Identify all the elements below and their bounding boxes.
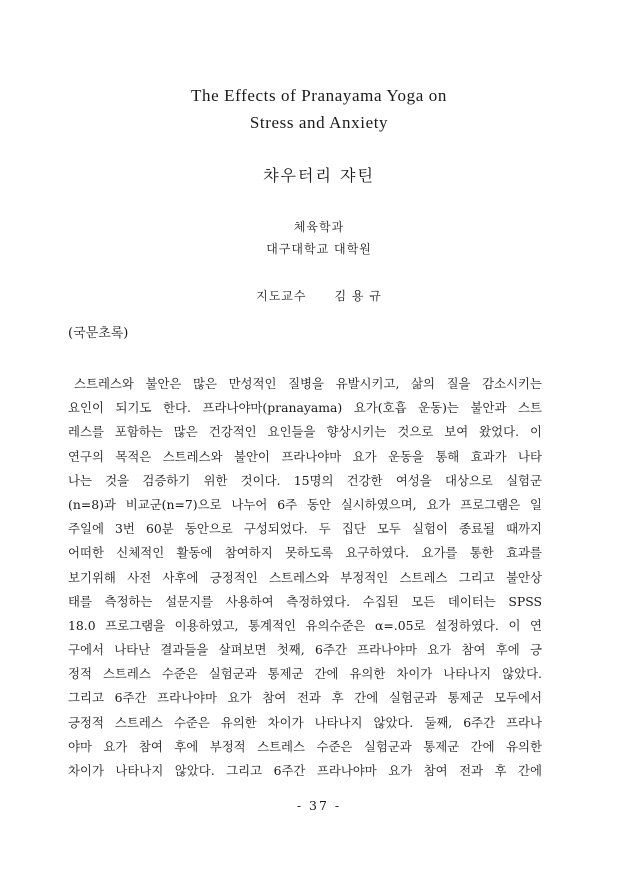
- department: 체육학과: [293, 220, 345, 234]
- advisor-name: 김 용 규: [334, 289, 382, 303]
- advisor-label: 지도교수: [256, 289, 307, 303]
- page-number: - 37 -: [296, 798, 342, 813]
- abstract-line: 보기위해 사전 사후에 긍정적인 스트레스와 부정적인 스트레스 그리고 불안상: [68, 569, 542, 585]
- abstract-line: 구에서 나타난 결과들을 살펴보면 첫째, 6주간 프라나야마 요가 참여 후에 긍: [68, 642, 542, 658]
- advisor-line: [0, 287, 638, 304]
- abstract-line: 태를 측정하는 설문지를 사용하여 측정하였다. 수집된 모든 데이터는 SPSS: [68, 593, 542, 609]
- abstract-line: 차이가 나타나지 않았다. 그리고 6주간 프라나야마 요가 참여 전과 후 간에: [68, 763, 542, 778]
- title-line-1: The Effects of Pranayama Yoga on: [191, 86, 447, 105]
- abstract-line: 어떠한 신체적인 활동에 참여하지 못하도록 요구하였다. 요가를 통한 효과를: [68, 545, 542, 561]
- author-name: 챠우터리 쟈틴: [263, 166, 375, 185]
- abstract-line: 스트레스와 불안은 많은 만성적인 질병을 유발시키고, 삶의 질을 감소시키는: [74, 376, 542, 391]
- abstract-line: 주일에 3번 60분 동안으로 구성되었다. 두 집단 모두 실험이 종료될 때까지: [68, 521, 542, 537]
- university: 대구대학교 대학원: [266, 242, 372, 256]
- abstract-line: 정적 스트레스 수준은 실험군과 통제군 간에 유의한 차이가 나타나지 않았다.: [68, 666, 542, 682]
- abstract-line: 요인이 되기도 한다. 프라나야마(pranayama) 요가(호흡 운동)는 불안과 스트: [68, 400, 542, 416]
- abstract-line: 그리고 6주간 프라나야마 요가 참여 전과 후 간에 실험군과 통제군 모두에서: [68, 690, 542, 706]
- abstract-line: (n=8)과 비교군(n=7)으로 나누어 6주 동안 실시하였으며, 요가 프로그램은 일: [68, 496, 542, 512]
- abstract-line: 레스를 포함하는 많은 건강적인 요인들을 향상시키는 것으로 보여 왔었다. 이: [68, 424, 542, 440]
- abstract-line: 야마 요가 참여 후에 부정적 스트레스 수준은 실험군과 통제군 간에 유의한: [68, 738, 542, 754]
- abstract-line: 18.0 프로그램을 이용하였고, 통계적인 유의수준은 α=.05로 설정하였다. 이 연: [68, 617, 542, 633]
- abstract-line: 긍정적 스트레스 수준은 유의한 차이가 나타나지 않았다. 둘째, 6주간 프라나: [68, 714, 542, 730]
- title-line-2: Stress and Anxiety: [249, 113, 389, 132]
- abstract-body: [68, 372, 542, 783]
- abstract-line: 나는 것을 검증하기 위한 것이다. 15명의 건강한 여성을 대상으로 실험군: [68, 472, 542, 488]
- abstract-heading: (국문초록): [68, 326, 129, 341]
- abstract-line: 연구의 목적은 스트레스와 불안이 프라나야마 요가 운동을 통해 효과가 나타: [68, 448, 542, 464]
